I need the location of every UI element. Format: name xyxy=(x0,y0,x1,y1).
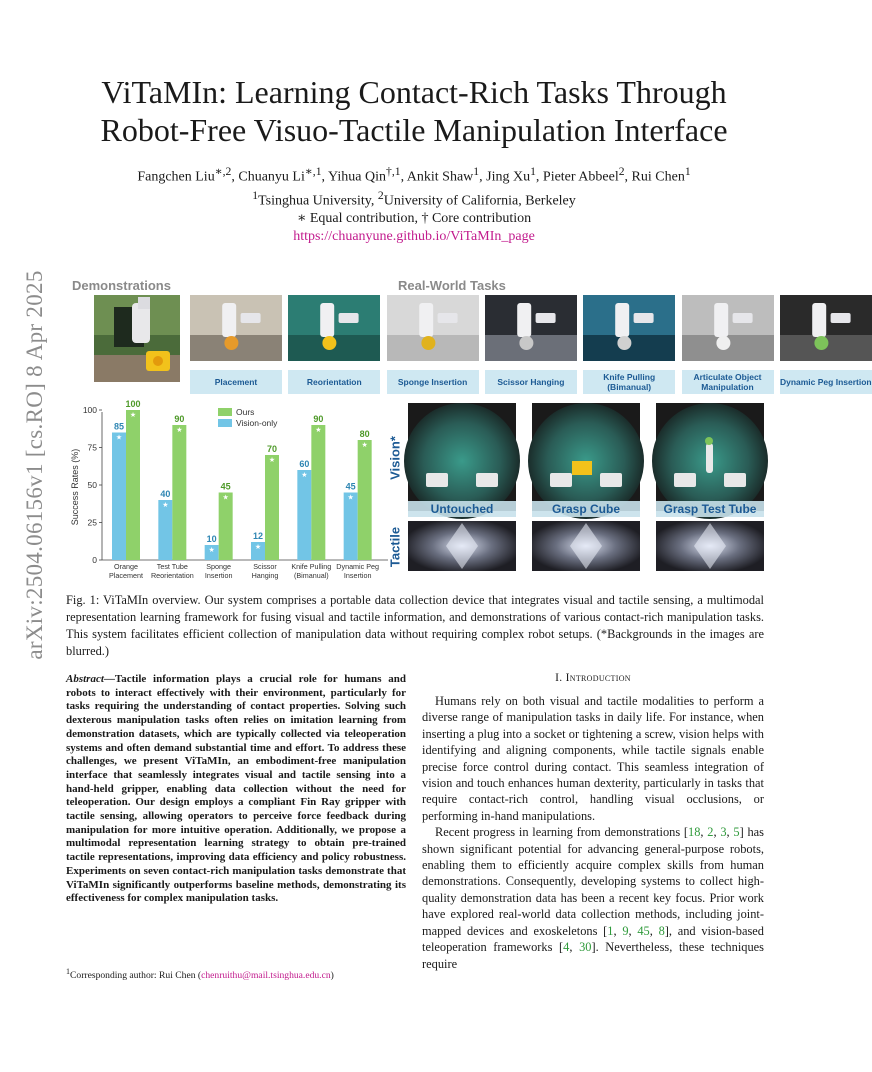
abstract-lead: Abstract xyxy=(66,673,104,685)
arxiv-identifier: arXiv:2504.06156v1 [cs.RO] 8 Apr 2025 xyxy=(22,270,47,660)
y-tick-label: 50 xyxy=(87,480,97,490)
bar-value-label: 70 xyxy=(266,444,278,454)
bar-star-marker: ★ xyxy=(361,441,368,449)
author-block xyxy=(60,163,768,246)
bar-value-label: 100 xyxy=(125,399,141,409)
task-photo xyxy=(190,295,282,361)
bar-star-marker: ★ xyxy=(176,426,183,434)
task-photo xyxy=(780,295,872,361)
tactile-view xyxy=(408,521,516,571)
task-label: Knife Pulling (Bimanual) xyxy=(583,370,675,394)
author-affiliation-mark: ∗,1 xyxy=(304,165,322,178)
bar xyxy=(358,440,372,560)
task-label: Reorientation xyxy=(288,370,380,394)
bar xyxy=(311,425,325,560)
author-name: Chuanyu Li xyxy=(238,169,305,185)
figure-1 xyxy=(70,278,872,580)
task-label: Articulate Object Manipulation xyxy=(682,370,774,394)
legend-label: Vision-only xyxy=(236,418,278,428)
tactile-view xyxy=(656,521,764,571)
section-heading: I. Introduction xyxy=(555,672,631,684)
success-rate-chart xyxy=(70,400,390,580)
task-photo xyxy=(288,295,380,361)
bar-value-label: 12 xyxy=(252,531,264,541)
chart-svg xyxy=(70,400,390,580)
bar-value-label: 85 xyxy=(113,421,125,432)
author-affiliation-mark: 1 xyxy=(473,165,480,178)
task-photo xyxy=(682,295,774,361)
x-tick-label: Dynamic Peg xyxy=(336,562,380,571)
y-tick-label: 75 xyxy=(87,442,97,453)
citation[interactable]: 45 xyxy=(637,923,650,938)
x-tick-label: Knife Pulling xyxy=(291,562,332,571)
citation[interactable]: 18 xyxy=(688,825,701,840)
author-affiliation-mark: ∗,2 xyxy=(214,165,232,178)
task-label: Dynamic Peg Insertion xyxy=(780,370,872,394)
author-affiliation-mark: 1 xyxy=(530,165,536,178)
vision-view xyxy=(656,403,764,511)
task-photo xyxy=(583,295,675,361)
author-name: Ankit Shaw xyxy=(406,169,474,185)
x-tick-label: Reorientation xyxy=(150,571,194,580)
introduction-text xyxy=(422,693,764,972)
realworld-tasks-label: Real-World Tasks xyxy=(398,278,506,293)
x-tick-label: Placement xyxy=(109,571,143,580)
corresponding-email-link[interactable]: chenruithu@mail.tsinghua.edu.cn xyxy=(201,970,331,982)
project-page-link[interactable]: https://chuanyune.github.io/ViTaMIn_page xyxy=(293,229,535,245)
bar xyxy=(265,455,279,560)
citation[interactable]: 9 xyxy=(622,923,629,938)
bar-value-label: 10 xyxy=(206,534,217,544)
visuo-tactile-panel xyxy=(386,403,758,578)
y-tick-label: 100 xyxy=(82,405,97,415)
citation[interactable]: 2 xyxy=(707,825,714,840)
bar-star-marker: ★ xyxy=(129,411,137,419)
intro-paragraph-1: Humans rely on both visual and tactile modalities to perform a diverse range of manipulation tasks in daily life. For instance, when inserting a plug into a socket or tightening a screw, vision helps with identifying and aligning components, while tactile signals enable precise force control during contact. This seamless integration of vision and touch enhances human dexterity, particularly in tasks that require contact-rich control, handling visual occlusions, or performing in-hand manipulations. xyxy=(422,694,764,823)
citation[interactable]: 4 xyxy=(563,940,570,955)
author-name: Yihua Qin xyxy=(328,169,386,185)
author-list: Fangchen Liu$^{∗,2}$, Chuanyu $Li^{∗,1}$, Yihua Qin$^{\dagger,1}$, Ankit Shaw$^1$, Jing Xu$^1$, Pieter Abbeel$^2$, Rui Chen$^1$ xyxy=(137,165,691,185)
bar xyxy=(344,493,358,561)
citation[interactable]: 3 xyxy=(720,825,727,840)
demonstration-photo xyxy=(94,295,180,382)
footnote: $^1$Corresponding author: Rui Chen (chenruithu@mail.tsinghua.edu.cn) xyxy=(66,967,334,982)
task-label: Placement xyxy=(190,370,282,394)
bar-star-marker: ★ xyxy=(115,433,123,442)
y-axis-label: Success Rates (%) xyxy=(70,448,80,526)
citation[interactable]: 5 xyxy=(733,825,740,840)
task-photo xyxy=(387,295,479,361)
abstract xyxy=(66,673,406,906)
bar-value-label: 45 xyxy=(345,481,356,492)
author-name: Rui Chen xyxy=(631,169,685,185)
y-tick-label: 25 xyxy=(87,517,97,528)
x-tick-label: Orange xyxy=(114,562,138,571)
bar-value-label: 80 xyxy=(359,429,370,439)
author-affiliation-mark: 1 xyxy=(684,165,691,178)
title-line-1: ViTaMIn: Learning Contact-Rich Tasks Through xyxy=(101,74,727,110)
bar-value-label: 90 xyxy=(174,414,185,424)
affiliations: $^1$Tsinghua University, $^2$University of California, Berkeley xyxy=(252,188,576,209)
tactile-label: Tactile xyxy=(387,526,403,568)
bar-star-marker: ★ xyxy=(268,456,276,464)
bar xyxy=(172,425,186,560)
vision-label: Vision* xyxy=(387,436,403,480)
vision-view-label: Untouched xyxy=(408,501,516,517)
title-line-2: Robot-Free Visuo-Tactile Manipulation Interface xyxy=(100,112,728,148)
paper-title xyxy=(60,73,768,149)
task-label: Sponge Insertion xyxy=(387,370,479,394)
x-tick-label: Insertion xyxy=(343,571,372,580)
bar-value-label: 45 xyxy=(220,481,231,492)
legend-label: Ours xyxy=(236,407,255,417)
abstract-text: —Tactile information plays a crucial role for humans and robots to interact effectively with their environment, particularly for tasks requiring the understanding of contact properties. Solving such dexterous manipulation tasks often relies on imitation learning from demonstration datasets, which are typically collected via teleoperation systems and often demand substantial time and effort. To address these challenges, we present ViTaMIn, an embodiment-free manipulation interface that seamlessly integrates visual and tactile sensing into a hand-held gripper, enabling data collection without the need for teleoperation. Our design employs a compliant Fin Ray gripper with tactile sensing, allowing operators to perceive force feedback during manipulation for more intuitive operation. Additionally, we propose a multimodal representation learning strategy to obtain pre-trained tactile representations, improving data efficiency and policy robustness. Experiments on seven contact-rich manipulation tasks demonstrate that ViTaMIn significantly outperforms baseline methods, demonstrating its effectiveness for complex manipulation tasks. xyxy=(66,673,406,905)
tactile-view xyxy=(532,521,640,571)
bar-value-label: 40 xyxy=(160,489,171,499)
bar-star-marker: ★ xyxy=(208,546,215,554)
citation[interactable]: 30 xyxy=(579,940,592,955)
bar-star-marker: ★ xyxy=(162,501,169,509)
author-name: Fangchen Liu xyxy=(137,169,215,185)
legend-swatch xyxy=(218,419,232,427)
bar-star-marker: ★ xyxy=(347,493,354,502)
task-label: Scissor Hanging xyxy=(485,370,577,394)
bar xyxy=(219,493,233,561)
x-tick-label: Scissor xyxy=(253,562,277,571)
figure-caption: Fig. 1: ViTaMIn overview. Our system comprises a portable data collection device that integrates visual and tactile sensing, a multimodal representation learning framework for fusing visual and tactile information, and demonstrations of various contact-rich manipulation tasks. This system facilitates efficient collection of manipulation data without requiring complex robot setups. (*Backgrounds in the images are blurred.) xyxy=(66,593,764,658)
vision-view xyxy=(408,403,516,511)
x-tick-label: Insertion xyxy=(204,571,233,580)
intro-paragraph-2: Recent progress in learning from demonstrations [18, 2, 3, 5] has shown significant potential for advancing general-purpose robots, enabling them to efficiently acquire complex skills from human demonstrations. Consequently, developing systems to collect high-quality demonstration data has been a recent key focus. Prior work have explored real-world data collection methods, including joint-mapped devices and exoskeletons [1, 9, 45, 8], and vision-based teleoperation frameworks [4, 30]. Nevertheless, these techniques require xyxy=(422,825,765,971)
vision-view xyxy=(532,403,640,511)
x-tick-label: Hanging xyxy=(251,571,279,580)
bar-value-label: 90 xyxy=(313,414,324,424)
author-name: Jing Xu xyxy=(486,169,531,185)
bar xyxy=(158,500,172,560)
author-name: Pieter Abbeel xyxy=(542,169,619,185)
citation[interactable]: 8 xyxy=(658,923,665,938)
x-tick-label: Test Tube xyxy=(156,562,188,571)
author-affiliation-mark: 2 xyxy=(618,165,625,178)
contribution-note: ∗ Equal contribution, † Core contribution xyxy=(296,211,532,227)
vision-view-label: Grasp Cube xyxy=(532,501,640,517)
bar-star-marker: ★ xyxy=(315,426,322,434)
x-tick-label: Sponge xyxy=(206,562,232,571)
y-tick-label: 0 xyxy=(92,555,97,565)
bar-value-label: 60 xyxy=(299,459,310,469)
bar xyxy=(297,470,311,560)
author-affiliation-mark: †,1 xyxy=(385,165,401,178)
citation[interactable]: 1 xyxy=(607,923,614,938)
x-tick-label: (Bimanual) xyxy=(293,571,329,580)
task-photo xyxy=(485,295,577,361)
vision-view-label: Grasp Test Tube xyxy=(656,501,764,517)
bar-star-marker: ★ xyxy=(301,471,308,479)
demonstrations-label: Demonstrations xyxy=(72,278,171,293)
bar-star-marker: ★ xyxy=(222,493,229,502)
bar-star-marker: ★ xyxy=(254,543,262,551)
legend-swatch xyxy=(218,408,232,416)
bar xyxy=(126,410,140,560)
bar xyxy=(112,433,126,561)
